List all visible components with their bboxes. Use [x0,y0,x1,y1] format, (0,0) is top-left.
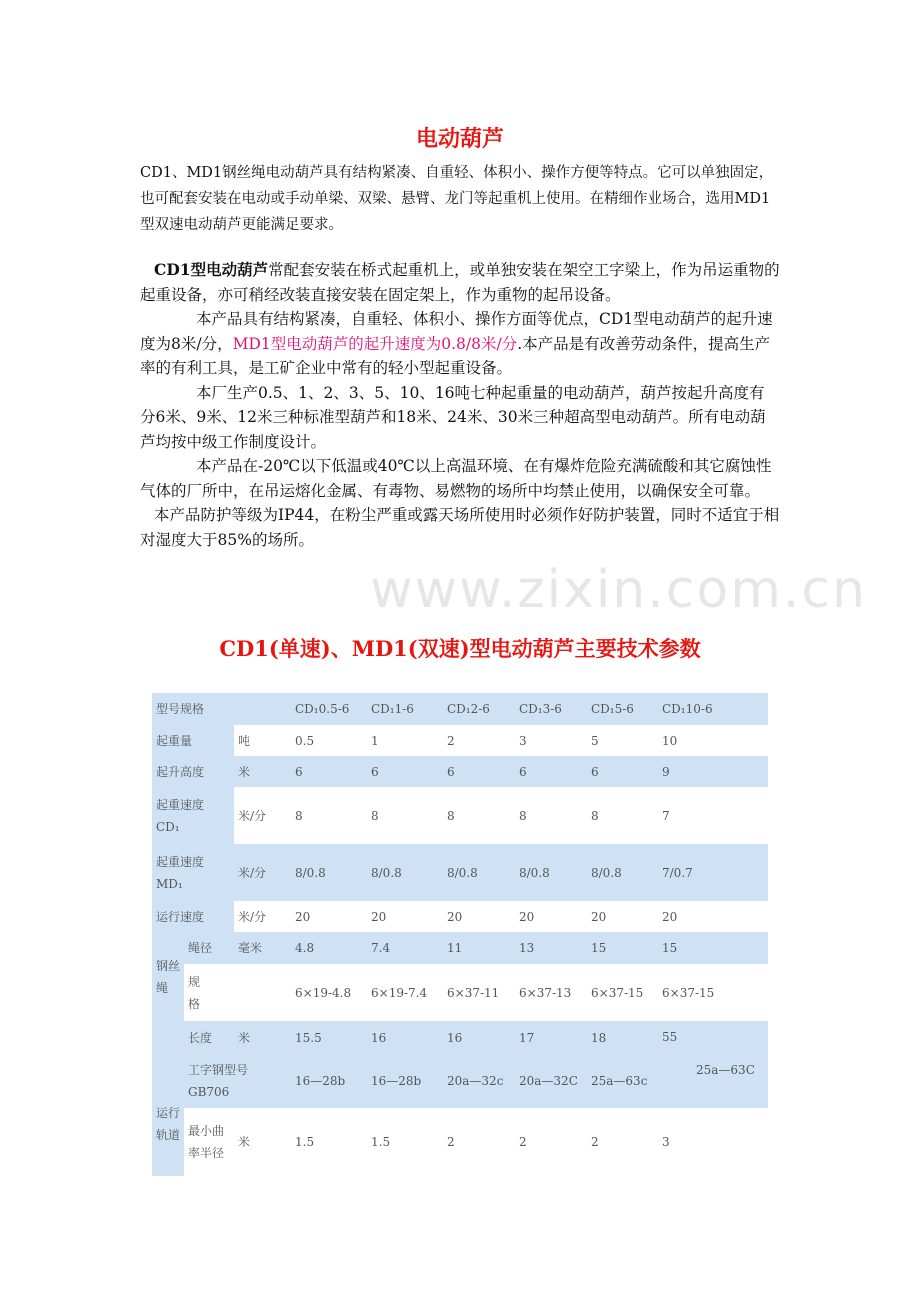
value-cell: 8 [587,787,658,844]
body-text [140,258,780,552]
unit-cell: 米/分 [234,844,291,901]
value-cell [658,1021,768,1108]
table-row [152,756,768,787]
paragraph-restrictions: 本产品在-20℃以下低温或40℃以上高温环境、在有爆炸危险充满硫酸和其它腐蚀性气体的厂所中，在吊运熔化金属、有毒物、易燃物的场所中均禁止使用，以确保安全可靠。 [140,457,772,500]
value-cell: 7/0.7 [658,844,768,901]
row-label-speed-md1 [152,844,234,901]
row-label-diameter: 绳径 [184,932,234,964]
page-title: 电动葫芦 [415,126,504,152]
group-label-track [152,1021,184,1176]
table-row [152,693,768,725]
value-cell: 16 [367,1021,443,1054]
value-cell: 18 [587,1021,658,1054]
value-cell: 6×37-15 [587,964,658,1021]
value-cell: 16—28b [291,1054,367,1108]
row-label-line: 起重速度 [156,797,205,812]
row-label-spec [184,964,234,1021]
value-cell: 6×37-11 [443,964,515,1021]
features-text-a: 本产品具有结构紧凑，自重轻、体积小、操作方面等优点，CD1型电动葫芦的起升速度为8米/分， [140,310,773,353]
row-label-line: 规 [188,974,201,989]
table-row [152,844,768,901]
value-cell: 20a—32C [515,1054,587,1108]
value-cell: 6×37-13 [515,964,587,1021]
group-label-line: 钢丝 [156,958,181,973]
row-label-height: 起升高度 [152,756,234,787]
group-label-line: 绳 [156,980,169,995]
value-cell: 6 [515,756,587,787]
model-cell: CD₁2-6 [443,693,515,725]
value-cell: 8/0.8 [443,844,515,901]
value-cell: 17 [515,1021,587,1054]
value-cell: 15.5 [291,1021,367,1054]
model-cell: CD₁5-6 [587,693,658,725]
group-label-line: 运行 [156,1105,181,1120]
value-cell: 2 [443,725,515,756]
paragraph-features [140,307,780,381]
value-cell: 16—28b [367,1054,443,1108]
value-cell: 20 [443,901,515,932]
row-label-beam [184,1054,291,1108]
cd1-heading: CD1型电动葫芦 [154,260,269,279]
watermark: www.zixin.com.cn [370,560,867,620]
value-cell: 8 [515,787,587,844]
unit-cell: 米 [234,756,291,787]
value-cell: 8/0.8 [515,844,587,901]
model-cell: CD₁0.5-6 [291,693,367,725]
unit-cell: 米 [234,1021,291,1054]
value-cell: 9 [658,756,768,787]
value-cell: 6 [291,756,367,787]
row-label-radius [184,1108,234,1176]
table-row [152,932,768,964]
value-cell: 15 [658,932,768,964]
row-label-line: 工字钢型号 [188,1063,249,1077]
value-cell: 1 [367,725,443,756]
value-cell: 8 [367,787,443,844]
value-cell: 1.5 [367,1108,443,1176]
group-label-line: 轨道 [156,1127,181,1142]
value-cell: 15 [587,932,658,964]
value-cell: 8/0.8 [367,844,443,901]
row-label-length: 长度 [184,1021,234,1054]
value-cell: 20 [367,901,443,932]
paragraph-production: 本厂生产0.5、1、2、3、5、10、16吨七种起重量的电动葫芦，葫芦按起升高度有分6米、9米、12米三种标准型葫芦和18米、24米、30米三种超高型电动葫芦。所有电动葫芦均按中级工作制度设计。 [140,383,766,451]
row-label-line: 起重速度 [156,854,205,869]
value-cell: 6×19-7.4 [367,964,443,1021]
intro-paragraph: CD1、MD1钢丝绳电动葫芦具有结构紧凑、自重轻、体积小、操作方便等特点。它可以单独固定，也可配套安装在电动或手动单梁、双梁、悬臂、龙门等起重机上使用。在精细作业场合，选用MD1型双速电动葫芦更能满足要求。 [140,165,774,233]
table-row [152,787,768,844]
unit-cell: 米/分 [234,787,291,844]
value-cell: 7 [658,787,768,844]
value-cell: 6 [443,756,515,787]
row-label-line: 格 [188,996,201,1011]
value-cell: 16 [443,1021,515,1054]
table-row [152,901,768,932]
value-cell: 0.5 [291,725,367,756]
value-cell: 2 [443,1108,515,1176]
value-cell: 6 [587,756,658,787]
value-cell: 20 [658,901,768,932]
value-cell: 7.4 [367,932,443,964]
row-label-load: 起重量 [152,725,234,756]
value-cell: 20 [587,901,658,932]
row-label-line: GB706 [188,1085,230,1099]
group-label-rope [152,932,184,1021]
value-cell: 11 [443,932,515,964]
table-row [152,1108,768,1176]
value-cell: 10 [658,725,768,756]
value-cell-text: 25a—63C [696,1063,755,1077]
row-label-line: 最小曲 [188,1124,225,1138]
table-title: CD1(单速)、MD1(双速)型电动葫芦主要技术参数 [219,636,701,661]
row-label-line: CD₁ [156,819,180,834]
value-cell: 13 [515,932,587,964]
row-label-run-speed: 运行速度 [152,901,234,932]
features-text-b: .本产品是有改善劳动条件，提高生产 率的有利工具，是工矿企业中常有的轻小型起重设备。 [140,334,771,377]
value-cell: 4.8 [291,932,367,964]
paragraph-cd1 [140,258,780,307]
value-cell: 2 [587,1108,658,1176]
md1-speed-highlight: MD1型电动葫芦的起升速度为0.8/8米/分 [232,334,518,353]
value-cell: 3 [515,725,587,756]
value-cell: 8/0.8 [291,844,367,901]
value-cell-text: 55 [662,1030,678,1044]
model-cell: CD₁3-6 [515,693,587,725]
unit-cell: 毫米 [234,932,291,964]
value-cell: 8 [443,787,515,844]
value-cell: 20a—32c [443,1054,515,1108]
row-label-line: 率半径 [188,1146,225,1160]
value-cell: 8 [291,787,367,844]
spec-table [152,693,768,1176]
value-cell: 20 [291,901,367,932]
value-cell: 8/0.8 [587,844,658,901]
unit-cell: 米 [234,1108,291,1176]
unit-cell: 吨 [234,725,291,756]
row-label-speed-cd1 [152,787,234,844]
value-cell: 5 [587,725,658,756]
value-cell: 25a—63c [587,1054,658,1108]
table-row [152,1021,768,1054]
value-cell: 6×37-15 [658,964,768,1021]
value-cell: 20 [515,901,587,932]
paragraph-protection: 本产品防护等级为IP44，在粉尘严重或露天场所使用时必须作好防护装置，同时不适宜于相对湿度大于85%的场所。 [140,506,780,549]
value-cell: 6×19-4.8 [291,964,367,1021]
value-cell: 6 [367,756,443,787]
table-row [152,964,768,1021]
unit-cell: 米/分 [234,901,291,932]
value-cell: 2 [515,1108,587,1176]
paragraph-cd1-text: 常配套安装在桥式起重机上，或单独安装在架空工字梁上，作为吊运重物的起重设备，亦可稍经改装直接安装在固定架上，作为重物的起吊设备。 [140,261,780,304]
value-cell: 3 [658,1108,768,1176]
table-row [152,725,768,756]
value-cell: 1.5 [291,1108,367,1176]
model-cell: CD₁10-6 [658,693,768,725]
model-cell: CD₁1-6 [367,693,443,725]
row-label-line: MD₁ [156,876,183,891]
header-model: 型号规格 [152,693,234,725]
